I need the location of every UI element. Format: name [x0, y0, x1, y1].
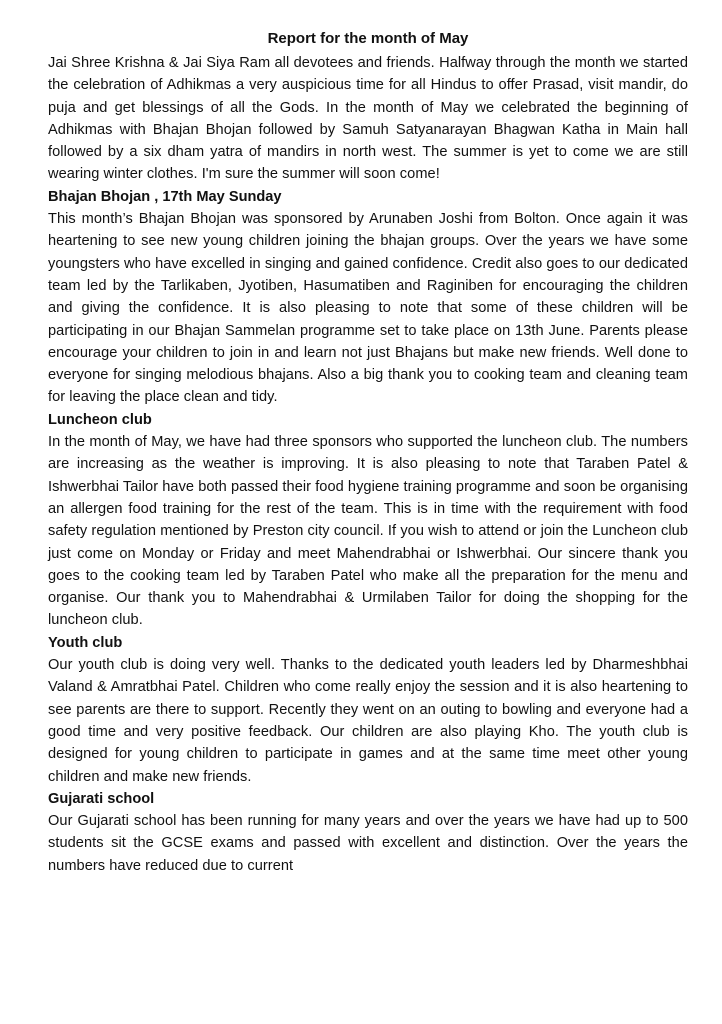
report-title: Report for the month of May [267, 30, 469, 47]
intro-paragraph: Jai Shree Krishna & Jai Siya Ram all devotees and friends. Halfway through the month we started the celebration of Adhikmas a very auspicious time for all Hindus to offer Prasad, visit mandir, do puja and get blessings of all the Gods. In the month of May we celebrated the beginning of Adhikmas with Bhajan Bhojan followed by Samuh Satyanarayan Bhagwan Katha in Main hall followed by a six dham yatra of mandirs in north west. The summer is yet to come we are still wearing winter clothes. I'm sure the summer will soon come! [48, 55, 688, 183]
section-body-gujarati-school: Our Gujarati school has been running for many years and over the years we have had up to 500 students sit the GCSE exams and passed with excellent and distinction. Over the years the numbers have reduced due to current [48, 813, 688, 874]
section-heading-gujarati-school: Gujarati school [48, 790, 155, 807]
section-heading-bhajan-bhojan: Bhajan Bhojan , 17th May Sunday [48, 188, 282, 205]
section-body-bhajan-bhojan: This month’s Bhajan Bhojan was sponsored by Arunaben Joshi from Bolton. Once again it was heartening to see new young children joining the bhajan groups. Over the years we have some youngsters who have excelled in singing and gained confidence. Credit also goes to our dedicated team led by the Tarlikaben, Jyotiben, Hasumatiben and Raginiben for encouraging the children and giving the confidence. It is also pleasing to note that some of these children will be participating in our Bhajan Sammelan programme set to take place on 13th June. Parents please encourage your children to join in and learn not just Bhajans but make new friends. Well done to everyone for singing melodious bhajans. Also a big thank you to cooking team and cleaning team for leaving the place clean and tidy. [48, 211, 688, 406]
report-page [48, 28, 688, 877]
section-heading-luncheon-club: Luncheon club [48, 411, 152, 428]
section-body-luncheon-club: In the month of May, we have had three sponsors who supported the luncheon club. The numbers are increasing as the weather is improving. It is also pleasing to note that Taraben Patel & Ishwerbhai Tailor have both passed their food hygiene training programme and soon be organising an allergen food training for the rest of the team. This is in time with the requirement with food safety regulation mentioned by Preston city council. If you wish to attend or join the Luncheon club just come on Monday or Friday and meet Mahendrabhai or Ishwerbhai. Our sincere thank you goes to the cooking team led by Taraben Patel who make all the preparation for the menu and organise. Our thank you to Mahendrabhai & Urmilaben Tailor for doing the shopping for the luncheon club. [48, 434, 688, 629]
section-heading-youth-club: Youth club [48, 634, 123, 651]
section-body-youth-club: Our youth club is doing very well. Thanks to the dedicated youth leaders led by Dharmeshbhai Valand & Amratbhai Patel. Children who come really enjoy the session and it is also heartening to see parents are there to support. Recently they went on an outing to bowling and everyone had a good time and very positive feedback. Our children are also playing Kho. The youth club is designed for young children to participate in games and at the same time meet other young children and make new friends. [48, 657, 688, 785]
